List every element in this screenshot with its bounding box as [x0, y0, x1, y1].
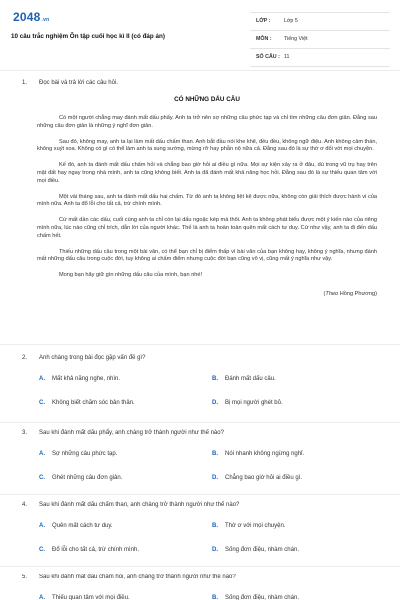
- option-letter: D.: [212, 547, 218, 553]
- question-number: 2.: [22, 355, 28, 361]
- option-c[interactable]: [39, 475, 122, 481]
- option-letter: A.: [39, 376, 45, 382]
- option-text: Không biết chăm sóc bản thân.: [52, 400, 135, 406]
- option-letter: B.: [212, 523, 218, 529]
- divider: [0, 566, 400, 567]
- meta-row-subject: [250, 31, 390, 49]
- option-text: Bị mọi người ghét bỏ.: [225, 400, 283, 406]
- option-c[interactable]: [39, 400, 135, 406]
- option-text: Ghét những câu đơn giản.: [52, 475, 123, 481]
- option-letter: A.: [39, 595, 45, 600]
- option-letter: A.: [39, 523, 45, 529]
- option-text: Sống đơn điệu, nhàm chán.: [225, 547, 299, 553]
- option-letter: C.: [39, 475, 45, 481]
- author-open: (: [323, 290, 326, 297]
- option-a[interactable]: [39, 523, 113, 529]
- passage-title: CÓ NHỮNG DẤU CÂU: [174, 96, 240, 103]
- passage-paragraph: Cứ mất dần các dấu, cuối cùng anh ta chỉ còn lại dấu ngoặc kép mà thôi. Anh ta không phát biểu được một ý kiến nào của riêng mình nữa, lúc nào cũng chỉ trích, dẫn lời của người khác. Thế là anh ta hoàn toàn quên mất cách tư duy. Cứ như vậy, anh ta đi đến dấu chấm hết.: [37, 217, 377, 239]
- author-theo: Theo: [325, 290, 339, 297]
- reading-passage: [37, 96, 377, 307]
- option-letter: A.: [39, 451, 45, 457]
- meta-table: [250, 12, 390, 67]
- option-letter: D.: [212, 400, 218, 406]
- question-5: [22, 574, 377, 600]
- meta-row-count: [250, 49, 390, 67]
- question-4: [22, 502, 377, 582]
- option-text: Thờ ơ với mọi chuyện.: [225, 523, 286, 529]
- option-text: Thiếu quan tâm với mọi điều.: [52, 595, 130, 600]
- question-text: Sau khi đánh mất dấu chấm hỏi, anh chàng trở thành người như thế nào?: [39, 574, 236, 580]
- question-number: 3.: [22, 430, 28, 436]
- logo-main: 2048: [13, 10, 41, 24]
- passage-paragraph: Có một người chẳng may đánh mất dấu phẩy. Anh ta trở nên sợ những câu phức tạp và chỉ tìm những câu đơn giản. Đằng sau những câu đơn giản là những ý nghĩ đơn giản.: [37, 115, 377, 129]
- option-text: Quên mất cách tư duy.: [52, 523, 113, 529]
- document-title: 10 câu trắc nghiệm Ôn tập cuối học kì II (có đáp án): [11, 33, 165, 40]
- option-text: Đánh mất dấu câu.: [225, 376, 276, 382]
- option-c[interactable]: [39, 547, 139, 553]
- meta-value: 11: [284, 54, 290, 60]
- question-3: [22, 430, 377, 510]
- option-letter: B.: [212, 451, 218, 457]
- question-text: Đọc bài và trả lời các câu hỏi.: [39, 80, 118, 86]
- question-text: Anh chàng trong bài đọc gặp vấn đề gì?: [39, 355, 146, 361]
- meta-key: MÔN :: [256, 36, 272, 42]
- option-b[interactable]: [212, 376, 276, 382]
- author-name: Hồng Phương): [338, 290, 377, 297]
- question-2: [22, 355, 377, 435]
- option-b[interactable]: [212, 595, 299, 600]
- question-text: Sau khi đánh mất dấu chấm than, anh chàng trở thành người như thế nào?: [39, 502, 240, 508]
- option-a[interactable]: [39, 595, 130, 600]
- question-number: 4.: [22, 502, 28, 508]
- option-text: Sống đơn điệu, nhàm chán.: [225, 595, 299, 600]
- option-letter: B.: [212, 595, 218, 600]
- option-letter: C.: [39, 547, 45, 553]
- question-number: 5.: [22, 574, 28, 580]
- option-a[interactable]: [39, 376, 120, 382]
- meta-key: SỐ CÂU :: [256, 54, 280, 60]
- meta-value: Tiếng Việt: [284, 36, 308, 42]
- divider: [0, 422, 400, 423]
- meta-row-class: [250, 13, 390, 31]
- site-logo[interactable]: [13, 10, 49, 24]
- option-text: Đổ lỗi cho tất cả, trừ chính mình.: [52, 547, 140, 553]
- option-d[interactable]: [212, 475, 302, 481]
- option-letter: B.: [212, 376, 218, 382]
- passage-paragraph: Kế đó, anh ta đánh mất dấu chấm hỏi và chẳng bao giờ hỏi ai điều gì nữa. Mọi sự kiện xảy ra ở đâu, dù trong vũ trụ hay trên mặt đất hay ngay trong nhà mình, anh ta cũng không biết. Anh ta đã đánh mất khả năng học hỏi. Đằng sau đó là sự thiếu quan tâm với mọi điều.: [37, 162, 377, 184]
- option-text: Nói nhanh không ngừng nghỉ.: [225, 451, 305, 457]
- passage-paragraph: Một vài tháng sau, anh ta đánh mất dấu hai chấm. Từ đó anh ta không liệt kê được nữa, không còn giải thích được hành vi của mình nữa. Anh ta đổ lỗi cho tất cả, trừ chính mình.: [37, 193, 377, 208]
- option-d[interactable]: [212, 547, 299, 553]
- meta-key: LỚP :: [256, 18, 271, 24]
- option-letter: D.: [212, 475, 218, 481]
- divider: [0, 70, 400, 71]
- divider: [0, 344, 400, 345]
- option-a[interactable]: [39, 451, 117, 457]
- option-d[interactable]: [212, 400, 283, 406]
- passage-paragraph: Mong bạn hãy giữ gìn những dấu câu của mình, bạn nhé!: [59, 272, 203, 279]
- meta-value: Lớp 5: [284, 18, 298, 24]
- question-number: 1.: [22, 80, 28, 86]
- passage-author: [37, 291, 377, 299]
- option-text: Chẳng bao giờ hỏi ai điều gì.: [225, 475, 302, 481]
- option-b[interactable]: [212, 523, 286, 529]
- option-letter: C.: [39, 400, 45, 406]
- question-text: Sau khi đánh mất dấu phẩy, anh chàng trở thành người như thế nào?: [39, 430, 224, 436]
- option-b[interactable]: [212, 451, 304, 457]
- option-text: Sợ những câu phức tạp.: [52, 451, 118, 457]
- passage-paragraph: Thiếu những dấu câu trong một bài văn, có thể bạn chỉ bị điểm thấp vì bài văn của bạn không hay, không ý nghĩa, nhưng đánh mất những dấu câu trong cuộc đời, tuy không ai chấm điểm nhưng cuộc đời bạn cũng vô vị, cũng mất ý nghĩa như vậy.: [37, 248, 377, 263]
- passage-paragraph: Sau đó, không may, anh ta lại làm mất dấu chấm than. Anh bắt đầu nói khe khẽ, đều đều, không ngữ điệu. Anh không cảm thán, không xuýt xoa. Không có gì có thể làm anh ta sung sướng, mừng rỡ hay phẫn nộ nữa cả. Đằng sau đó là sự thờ ơ đối với mọi chuyện.: [37, 138, 377, 153]
- option-text: Mất khả năng nghe, nhìn.: [52, 376, 121, 382]
- header: [0, 0, 400, 72]
- divider: [0, 494, 400, 495]
- logo-suffix: .vn: [41, 17, 50, 23]
